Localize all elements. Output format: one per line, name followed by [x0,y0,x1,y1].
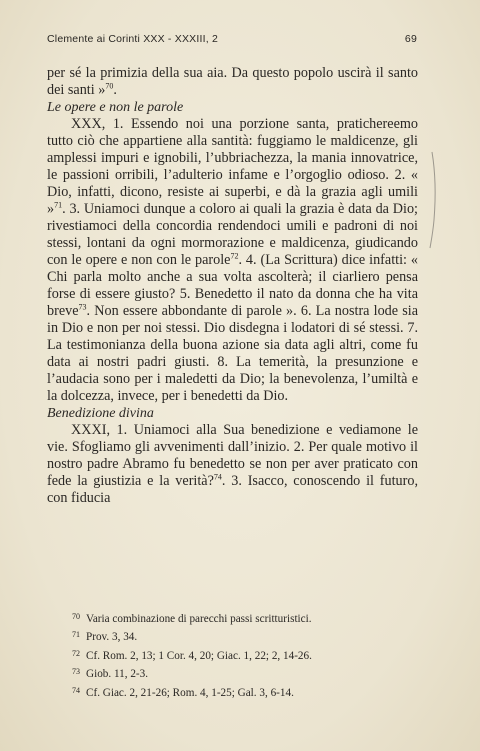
section-title-1: Le opere e non le parole [47,100,184,115]
footnote-text: Cf. Giac. 2, 21-26; Rom. 4, 1-25; Gal. 3, 6-14. [86,686,294,699]
paragraph-xxx [47,116,418,405]
footnote-item [72,683,418,701]
footnote-item [72,664,418,682]
footnote-item [72,609,418,627]
footnote-number: 74 [72,685,80,695]
paragraph-xxxi [47,422,418,507]
pencil-margin-mark [424,150,438,250]
footnote-ref: 71 [54,200,63,210]
text-segment: . 3. Uniamoci dunque a coloro ai quali la grazia è data da Dio; rivestiamoci della concordia rendendoci umili e padroni di noi stessi, lontani da ogni mormorazione e maldicenza, giudicando con le opere e non con le parole [47,201,418,268]
footnote-number: 70 [72,612,80,621]
footnote-item [72,646,418,664]
footnote-ref: 70 [105,81,114,91]
text-segment: XXXI, 1. Uniamoci alla Sua benedizione e vediamone le vie. Sfogliamo gli avvenimenti dall’inizio. 2. Per quale motivo il nostro padre Abramo fu benedetto se non per aver praticato con fede la giustizia e la verità? [47,422,418,489]
footnote-ref: 74 [213,472,222,482]
text-segment: . 3. Isacco, conoscendo il futuro, con fiducia [47,473,418,506]
running-header [47,33,417,45]
intro-text: per sé la primizia della sua aia. Da questo popolo uscirà il santo dei santi » [47,65,418,98]
footnote-text: Prov. 3, 34. [86,631,138,644]
footnote-text: Cf. Rom. 2, 13; 1 Cor. 4, 20; Giac. 1, 22; 2, 14-26. [86,649,312,662]
footnote-number: 73 [72,667,80,677]
intro-paragraph [47,65,418,99]
text-segment: XXX, 1. Essendo noi una porzione santa, pratichereemo tutto ciò che appartiene alla santità: fuggiamo le maldicenze, gli amplessi impuri e ignobili, l’ubbriachezza, la mania innovatrice, le passioni orribili, l’adulterio infame e l’orgoglio odioso. 2. « Dio, infatti, dicono, resiste ai superbi, e dà la grazia agli umili » [47,116,418,217]
main-text [47,65,418,507]
page-number: 69 [404,33,417,45]
footnote-ref: 73 [78,302,87,312]
footnote-number: 71 [72,630,80,640]
footnote-text: Giob. 11, 2-3. [86,668,149,681]
footnote-item [72,627,418,645]
footnote-ref: 72 [230,251,239,261]
text-segment: . 4. (La Scrittura) dice infatti: « Chi parla molto anche a sua volta ascolterà; il ciarliero pensa forse di essere giusto? 5. Benedetto il nato da donna che ha vita breve [47,252,418,319]
running-title: Clemente ai Corinti XXX - XXXIII, 2 [47,33,218,45]
intro-end: . [113,82,117,98]
footnote-text: Varia combinazione di parecchi passi scritturistici. [86,613,312,625]
footnotes [72,609,418,701]
footnote-number: 72 [72,648,80,658]
section-title-2: Benedizione divina [47,406,154,421]
text-segment: . Non essere abbondante di parole ». 6. La nostra lode sia in Dio e non per noi stessi. Dio disdegna i lodatori di sé stessi. 7. La testimonianza della buona azione sia data agli altri, come fu data ai nostri padri giusti. 8. La temerità, la presunzione e l’audacia sono per i maledetti da Dio; la benevolenza, l’umiltà e la dolcezza, invece, per i benedetti da Dio. [47,303,418,404]
